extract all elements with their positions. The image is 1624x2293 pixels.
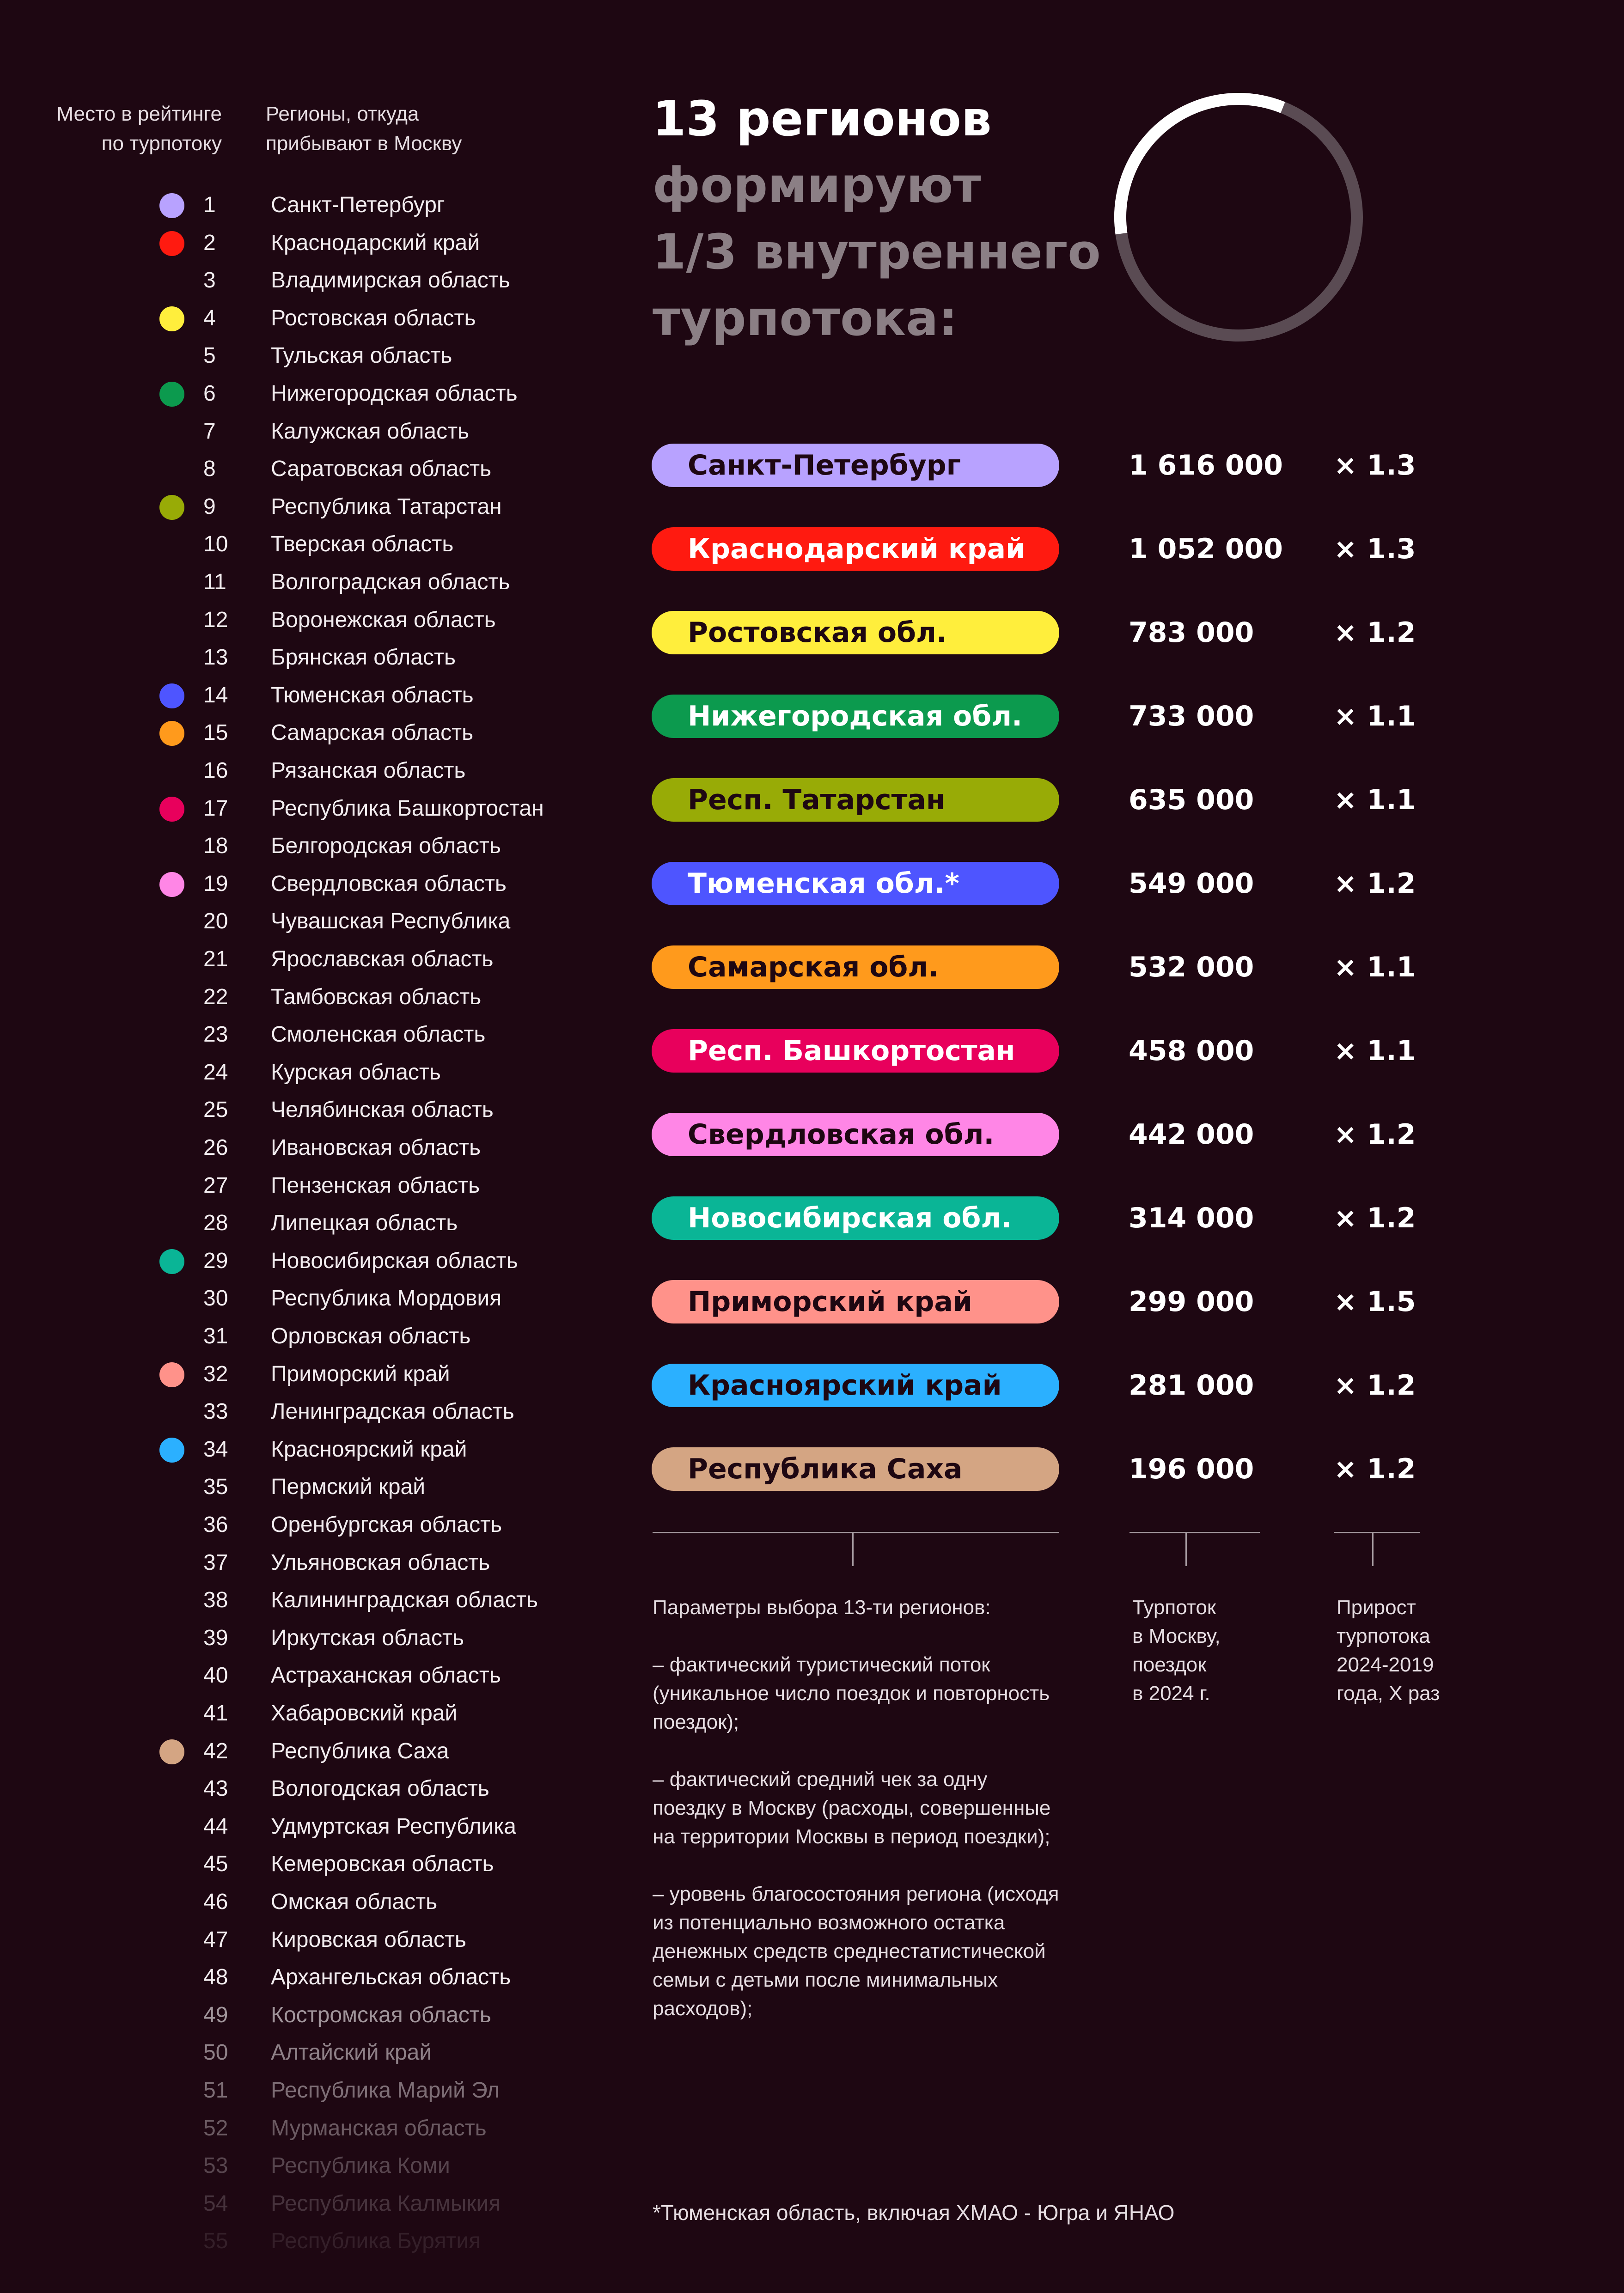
ranking-number: 50 [203,2040,228,2065]
ranking-region-name: Ростовская область [271,305,476,330]
ranking-number: 21 [203,947,228,971]
ranking-region-name: Удмуртская Республика [271,1814,516,1839]
value-caption-line4: в 2024 г. [1132,1682,1210,1705]
ranking-region-name: Республика Калмыкия [271,2191,501,2216]
ranking-region-name: Тверская область [271,532,454,557]
ranking-region-name: Омская область [271,1890,438,1914]
region-column-tick [852,1533,854,1566]
ranking-number: 6 [203,381,216,406]
growth-value: × 1.3 [1334,449,1416,482]
growth-caption-line4: года, Х раз [1337,1682,1440,1705]
region-bar [652,1029,1059,1073]
ranking-region-name: Тамбовская область [271,984,482,1009]
tourist-flow-value: 281 000 [1129,1369,1254,1402]
growth-caption-line1: Прирост [1337,1596,1416,1619]
ranking-region-name: Кемеровская область [271,1852,494,1877]
ranking-region-name: Орловская область [271,1324,471,1348]
ranking-number: 49 [203,2002,228,2027]
param-1: – фактический туристический поток (уникальное число поездок и повторность поездок); [653,1653,1050,1733]
ranking-region-name: Оренбургская область [271,1512,502,1537]
ranking-number: 10 [203,532,228,557]
ranking-region-name: Ивановская область [271,1135,481,1160]
selection-parameters [653,1593,1059,2052]
ranking-number: 52 [203,2116,228,2141]
tourist-flow-value: 442 000 [1129,1118,1254,1151]
value-column-bracket [1129,1532,1260,1533]
region-bar-label: Санкт-Петербург [688,449,961,482]
ranking-region-name: Свердловская область [271,871,507,896]
tourist-flow-value: 196 000 [1129,1453,1254,1485]
region-bar-label: Нижегородская обл. [688,700,1022,732]
tourist-flow-value: 299 000 [1129,1286,1254,1318]
headline-line3: 1/3 внутреннего [653,224,1101,280]
value-caption-line3: поездок [1132,1653,1207,1676]
ranking-number: 9 [203,494,216,519]
ranking-region-name: Республика Башкортостан [271,796,544,821]
ranking-row [0,1807,601,1845]
ranking-region-name: Нижегородская область [271,381,518,406]
ranking-region-name: Республика Мордовия [271,1286,502,1311]
ranking-number: 51 [203,2078,228,2103]
ranking-number: 46 [203,1890,228,1914]
ranking-region-name: Белгородская область [271,834,501,859]
headline-line1: 13 регионов [653,91,992,147]
region-bar-label: Самарская обл. [688,951,939,983]
ranking-number: 5 [203,343,216,368]
tourist-flow-value: 783 000 [1129,616,1254,649]
region-bar-label: Свердловская обл. [688,1118,995,1151]
ranking-row [0,1694,601,1732]
growth-value: × 1.1 [1334,700,1416,732]
region-column-bracket [653,1532,1059,1533]
growth-value: × 1.2 [1334,1118,1416,1151]
ranking-row [0,1996,601,2034]
rank-header-line2: по турпотоку [101,132,222,155]
ranking-number: 33 [203,1399,228,1424]
value-column-caption [1132,1593,1271,1708]
ranking-number: 39 [203,1625,228,1650]
ranking-region-name: Новосибирская область [271,1248,518,1273]
ranking-number: 42 [203,1738,228,1763]
value-column-tick [1185,1533,1187,1566]
headline-line2: формируют [653,157,981,213]
ranking-region-name: Алтайский край [271,2040,432,2065]
ranking-region-name: Республика Саха [271,1738,449,1763]
growth-column-caption [1337,1593,1484,1708]
ranking-number: 16 [203,758,228,783]
ranking-row [0,2147,601,2184]
region-bar-label: Республика Саха [688,1453,963,1485]
ranking-region-name: Волгоградская область [271,570,510,594]
ranking-number: 32 [203,1361,228,1386]
growth-value: × 1.1 [1334,784,1416,816]
ranking-number: 7 [203,419,216,444]
region-header-line1: Регионы, откуда [266,103,419,125]
ranking-region-name: Липецкая область [271,1211,458,1236]
region-bar-label: Приморский край [688,1286,972,1318]
region-bar [652,1113,1059,1156]
tourist-flow-value: 1 616 000 [1129,449,1283,482]
region-bar-label: Новосибирская обл. [688,1202,1012,1234]
param-2: – фактический средний чек за одну поездку в Москву (расходы, совершенные на территории Москвы в период поездки); [653,1768,1051,1848]
growth-column-bracket [1334,1532,1420,1533]
ranking-number: 41 [203,1701,228,1726]
region-bar [652,1447,1059,1491]
ranking-number: 11 [203,570,226,594]
ranking-region-name: Тульская область [271,343,452,368]
growth-value: × 1.2 [1334,1453,1416,1485]
ranking-number: 1 [203,193,216,217]
ranking-number: 45 [203,1852,228,1877]
ranking-number: 20 [203,909,228,934]
ranking-row [0,2071,601,2109]
ranking-number: 3 [203,268,216,293]
tourist-flow-value: 1 052 000 [1129,533,1283,565]
ranking-number: 4 [203,305,216,330]
ranking-number: 38 [203,1588,228,1613]
ranking-number: 12 [203,607,228,632]
growth-value: × 1.5 [1334,1286,1416,1318]
growth-value: × 1.1 [1334,1035,1416,1067]
ranking-row [0,1619,601,1657]
region-bar [652,527,1059,571]
ranking-color-dot [159,1739,184,1764]
ranking-region-name: Воронежская область [271,607,496,632]
growth-value: × 1.3 [1334,533,1416,565]
region-bar [652,862,1059,905]
ranking-number: 55 [203,2229,228,2254]
ranking-region-name: Мурманская область [271,2116,487,2141]
ranking-number: 34 [203,1437,228,1462]
ranking-region-name: Брянская область [271,645,456,670]
ranking-region-name: Астраханская область [271,1663,501,1688]
ranking-number: 2 [203,230,216,255]
ranking-region-name: Санкт-Петербург [271,193,445,217]
ranking-region-name: Рязанская область [271,758,466,783]
region-bar-label: Респ. Татарстан [688,784,946,816]
growth-value: × 1.2 [1334,1369,1416,1402]
ranking-number: 30 [203,1286,228,1311]
region-bar [652,695,1059,738]
ranking-row [0,1845,601,1883]
ranking-number: 19 [203,871,228,896]
ranking-row [0,1883,601,1921]
ranking-number: 44 [203,1814,228,1839]
region-bar [652,611,1059,654]
ranking-region-name: Курская область [271,1060,441,1085]
ranking-number: 40 [203,1663,228,1688]
region-bar [652,1196,1059,1240]
growth-caption-line3: 2024-2019 [1337,1653,1434,1676]
ranking-row [0,2222,601,2260]
ranking-region-name: Калужская область [271,419,470,444]
ranking-region-name: Смоленская область [271,1022,486,1047]
region-bar [652,1280,1059,1323]
region-bar [652,444,1059,487]
tourist-flow-value: 458 000 [1129,1035,1254,1067]
region-bar-label: Ростовская обл. [688,616,947,649]
ranking-number: 14 [203,683,228,707]
ranking-number: 35 [203,1475,228,1500]
ranking-number: 23 [203,1022,228,1047]
ranking-number: 22 [203,984,228,1009]
param-3: – уровень благосостояния региона (исходя из потенциально возможного остатка денежных средств среднестатистической семьи с детьми после минимальных расходов); [653,1883,1059,2020]
ranking-row [0,1958,601,1996]
growth-caption-line2: турпотока [1337,1625,1430,1647]
ranking-region-name: Республика Марий Эл [271,2078,500,2103]
ranking-row [0,1543,601,1581]
ranking-region-name: Ульяновская область [271,1550,490,1575]
ranking-region-name: Архангельская область [271,1965,511,1990]
ranking-region-name: Костромская область [271,2002,491,2027]
ranking-number: 43 [203,1776,228,1801]
params-title: Параметры выбора 13-ти регионов: [653,1596,991,1619]
ranking-region-name: Самарская область [271,720,474,745]
ranking-number: 26 [203,1135,228,1160]
tourist-flow-value: 532 000 [1129,951,1254,983]
ranking-region-name: Владимирская область [271,268,510,293]
ranking-number: 13 [203,645,228,670]
ranking-number: 27 [203,1173,228,1198]
ranking-row [0,1769,601,1807]
ranking-number: 8 [203,457,216,482]
ranking-number: 15 [203,720,228,745]
headline-line4: турпотока: [653,290,958,347]
region-header-line2: прибывают в Москву [266,132,462,155]
ranking-number: 54 [203,2191,228,2216]
ranking-region-name: Пензенская область [271,1173,480,1198]
region-bar [652,778,1059,822]
ranking-region-name: Калининградская область [271,1588,538,1613]
ranking-row [0,1921,601,1958]
ranking-region-name: Республика Коми [271,2153,450,2178]
footnote: *Тюменская область, включая ХМАО - Югра и ЯНАО [653,2201,1175,2225]
ranking-region-name: Краснодарский край [271,230,480,255]
ranking-row [0,1656,601,1694]
growth-value: × 1.2 [1334,867,1416,900]
value-caption-line2: в Москву, [1132,1625,1221,1647]
ranking-region-name: Республика Бурятия [271,2229,481,2254]
ranking-number: 36 [203,1512,228,1537]
ranking-number: 47 [203,1927,228,1952]
ranking-number: 24 [203,1060,228,1085]
ranking-row [0,1732,601,1770]
tourist-flow-value: 733 000 [1129,700,1254,732]
ranking-number: 29 [203,1248,228,1273]
ranking-row [0,2033,601,2071]
region-bar-label: Краснодарский край [688,533,1026,565]
growth-value: × 1.1 [1334,951,1416,983]
ranking-number: 48 [203,1965,228,1990]
rank-header-line1: Место в рейтинге [56,103,222,125]
ranking-region-name: Иркутская область [271,1625,464,1650]
region-bar [652,945,1059,989]
ranking-region-name: Челябинская область [271,1098,494,1122]
growth-value: × 1.2 [1334,616,1416,649]
value-caption-line1: Турпоток [1132,1596,1216,1619]
ranking-region-name: Чувашская Республика [271,909,511,934]
ranking-region-name: Хабаровский край [271,1701,458,1726]
ranking-number: 18 [203,834,228,859]
ranking-region-name: Тюменская область [271,683,474,707]
ranking-number: 37 [203,1550,228,1575]
ranking-number: 28 [203,1211,228,1236]
tourist-flow-value: 635 000 [1129,784,1254,816]
ranking-region-name: Кировская область [271,1927,466,1952]
ranking-region-name: Саратовская область [271,457,492,482]
ranking-number: 17 [203,796,228,821]
growth-value: × 1.2 [1334,1202,1416,1234]
ranking-number: 25 [203,1098,228,1122]
ranking-region-name: Красноярский край [271,1437,467,1462]
ranking-row [0,2109,601,2147]
tourist-flow-value: 314 000 [1129,1202,1254,1234]
region-bar-label: Красноярский край [688,1369,1002,1402]
ranking-row [0,1581,601,1619]
region-bar [652,1364,1059,1407]
ranking-region-name: Ленинградская область [271,1399,514,1424]
ranking-region-name: Вологодская область [271,1776,489,1801]
ranking-region-name: Республика Татарстан [271,494,502,519]
ranking-region-name: Ярославская область [271,947,494,971]
growth-column-tick [1372,1533,1374,1566]
ranking-region-name: Приморский край [271,1361,450,1386]
ranking-number: 53 [203,2153,228,2178]
region-bar-label: Тюменская обл.* [688,867,959,900]
ranking-row [0,2184,601,2222]
tourist-flow-value: 549 000 [1129,867,1254,900]
ranking-number: 31 [203,1324,228,1348]
ranking-region-name: Пермский край [271,1475,426,1500]
region-bar-label: Респ. Башкортостан [688,1035,1015,1067]
